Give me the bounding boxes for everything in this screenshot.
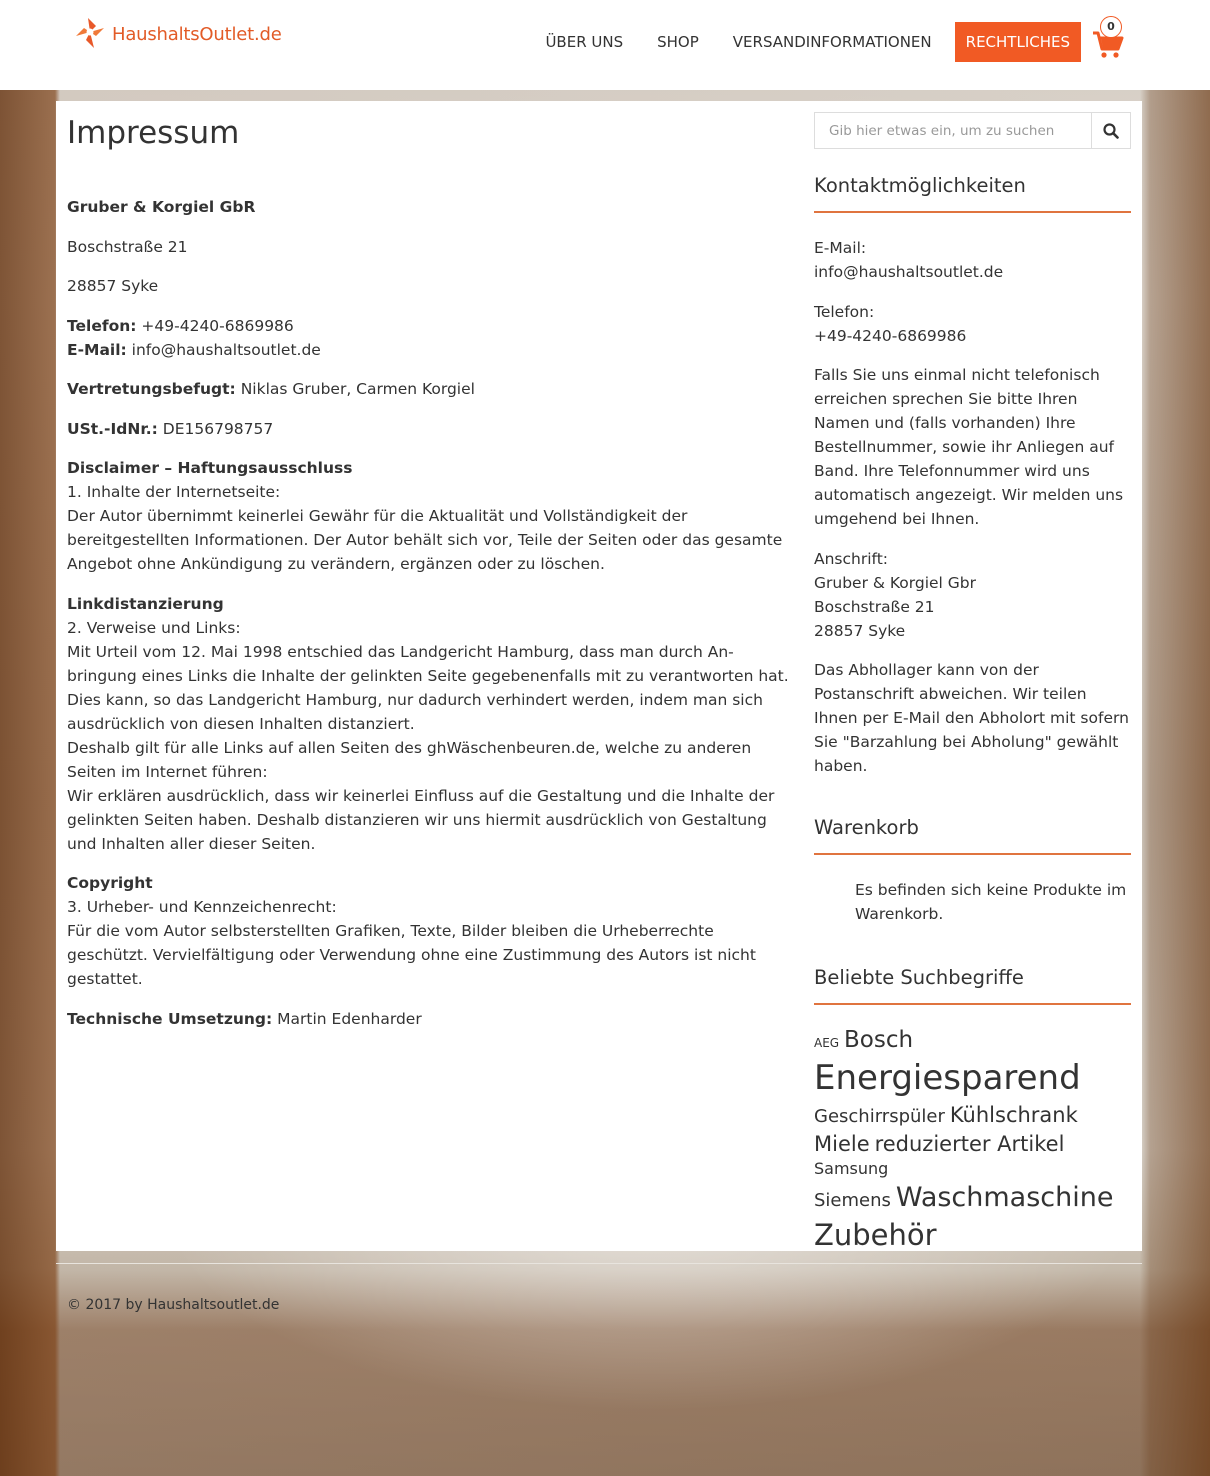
cart-count-badge: 0 xyxy=(1100,16,1122,38)
tag-aeg[interactable]: AEG xyxy=(814,1035,840,1050)
nav-item-ueber-uns[interactable]: ÜBER UNS xyxy=(545,33,624,51)
header-cart[interactable] xyxy=(1092,14,1128,58)
street: Boschstraße 21 xyxy=(67,237,188,256)
main-nav xyxy=(528,22,1081,62)
disclaimer-text: Der Autor übernimmt keinerlei Gewähr für die Aktualität und Vollständigkeit der bereitgestellten Informationen. Der Autor behält sich vor, Teile der Seiten oder das gesamte Angebot ohne Ankündigung zu verändern, ergänzen oder zu löschen. xyxy=(67,507,783,573)
cart-widget-title: Warenkorb xyxy=(814,816,1131,855)
search-icon xyxy=(1103,123,1119,139)
vat-label: USt.-IdNr.: xyxy=(67,419,158,438)
main-content xyxy=(67,113,797,1046)
tag-reduzierter-artikel[interactable]: reduzierter Artikel xyxy=(874,1131,1065,1156)
sidebar-address-street: Boschstraße 21 xyxy=(814,597,935,616)
sidebar-email-label: E-Mail: xyxy=(814,239,867,257)
tag-energiesparend[interactable]: Energiesparend xyxy=(814,1057,1081,1098)
search-button[interactable] xyxy=(1091,112,1130,149)
rep-value: Niklas Gruber, Carmen Korgiel xyxy=(235,380,475,398)
tag-kuehlschrank[interactable]: Kühlschrank xyxy=(949,1103,1078,1128)
sidebar-address-label: Anschrift: xyxy=(814,549,889,568)
footer-copyright: © 2017 by Haushaltsoutlet.de xyxy=(67,1297,280,1313)
content-card xyxy=(56,101,1142,1251)
link-text-1: Mit Urteil vom 12. Mai 1998 entschied das Landgericht Hamburg, dass man durch An-bringung eines Links die Inhalte der gelinkten Seite gegebenenfalls mit zu verantworten hat. Dies kann, so das Landgericht Hamburg, nur dadurch verhindert werden, indem man sich ausdrücklich von diesen Inhalten distanziert. xyxy=(67,642,789,733)
link-text-2: Deshalb gilt für alle Links auf allen Seiten des ghWäschenbeuren.de, welche zu anderen Seiten im Internet führen: xyxy=(67,738,752,781)
nav-item-shop[interactable]: SHOP xyxy=(657,33,699,51)
copyright-heading: Copyright xyxy=(67,874,153,892)
vat-value: DE156798757 xyxy=(157,419,274,438)
tag-bosch[interactable]: Bosch xyxy=(844,1026,914,1053)
disclaimer-heading: Disclaimer – Haftungsausschluss xyxy=(67,459,353,477)
tag-miele[interactable]: Miele xyxy=(814,1131,870,1156)
tag-cloud xyxy=(814,1025,1131,1256)
site-header xyxy=(0,0,1210,90)
email-value: info@haushaltsoutlet.de xyxy=(126,340,321,359)
sidebar-phone-note: Falls Sie uns einmal nicht telefonisch erreichen sprechen Sie bitte Ihren Namen und (falls vorhanden) Ihre Bestellnummer, sowie ihr Anliegen auf Band. Ihre Telefonnummer wird uns automatisch angezeigt. Wir melden uns umgehend bei Ihnen. xyxy=(814,366,1124,528)
disclaimer-sub: 1. Inhalte der Internetseite: xyxy=(67,483,281,501)
tech-label: Technische Umsetzung: xyxy=(67,1009,273,1028)
sidebar-phone: +49-4240-6869986 xyxy=(814,326,967,345)
tags-widget-title: Beliebte Suchbegriffe xyxy=(814,966,1131,1005)
phone-label: Telefon: xyxy=(67,316,137,335)
logo-text: HaushaltsOutlet.de xyxy=(112,23,282,45)
tag-samsung[interactable]: Samsung xyxy=(814,1159,889,1179)
copyright-sub: 3. Urheber- und Kennzeichenrecht: xyxy=(67,898,337,916)
page-title: Impressum xyxy=(67,115,240,151)
phone-value: +49-4240-6869986 xyxy=(136,316,294,335)
company-name: Gruber & Korgiel GbR xyxy=(67,198,256,216)
tag-siemens[interactable]: Siemens xyxy=(814,1190,891,1212)
tech-value: Martin Edenharder xyxy=(272,1009,422,1028)
link-heading: Linkdistanzierung xyxy=(67,594,224,613)
nav-item-versandinformationen[interactable]: VERSANDINFORMATIONEN xyxy=(732,33,932,51)
rep-label: Vertretungsbefugt: xyxy=(67,380,236,398)
sidebar-address-city: 28857 Syke xyxy=(814,621,906,640)
sidebar xyxy=(814,112,1131,1256)
nav-item-rechtliches[interactable]: RECHTLICHES xyxy=(955,22,1081,62)
footer-divider xyxy=(56,1263,1142,1264)
search-box xyxy=(814,112,1131,149)
link-text-3: Wir erklären ausdrücklich, dass wir keinerlei Einfluss auf die Gestaltung und die Inhalte der gelinkten Seiten haben. Deshalb distanzieren wir uns hiermit ausdrücklich von Gestaltung und Inhalten aller dieser Seiten. xyxy=(67,786,775,853)
link-sub: 2. Verweise und Links: xyxy=(67,618,241,637)
sidebar-address-name: Gruber & Korgiel Gbr xyxy=(814,573,977,592)
tag-geschirrspueler[interactable]: Geschirrspüler xyxy=(814,1106,945,1128)
tag-waschmaschine[interactable]: Waschmaschine xyxy=(895,1182,1114,1214)
search-input[interactable] xyxy=(815,113,1091,148)
tag-zubehoer[interactable]: Zubehör xyxy=(814,1218,937,1253)
contact-widget-title: Kontaktmöglichkeiten xyxy=(814,174,1131,213)
site-logo[interactable] xyxy=(74,14,282,54)
email-label: E-Mail: xyxy=(67,340,127,359)
city: 28857 Syke xyxy=(67,277,159,295)
cart-empty-message: Es befinden sich keine Produkte im Warenkorb. xyxy=(855,880,1127,923)
sidebar-pickup-note: Das Abhollager kann von der Postanschrift abweichen. Wir teilen Ihnen per E-Mail den Abholort mit sofern Sie "Barzahlung bei Abholung" gewählt haben. xyxy=(814,661,1129,775)
sidebar-email: info@haushaltsoutlet.de xyxy=(814,263,1004,281)
logo-pinwheel-icon xyxy=(74,16,108,52)
copyright-text: Für die vom Autor selbsterstellten Grafiken, Texte, Bilder bleiben die Urheberrechte geschützt. Vervielfältigung oder Verwendung ohne eine Zustimmung des Autors ist nicht gestattet. xyxy=(67,922,756,988)
sidebar-phone-label: Telefon: xyxy=(814,302,875,321)
